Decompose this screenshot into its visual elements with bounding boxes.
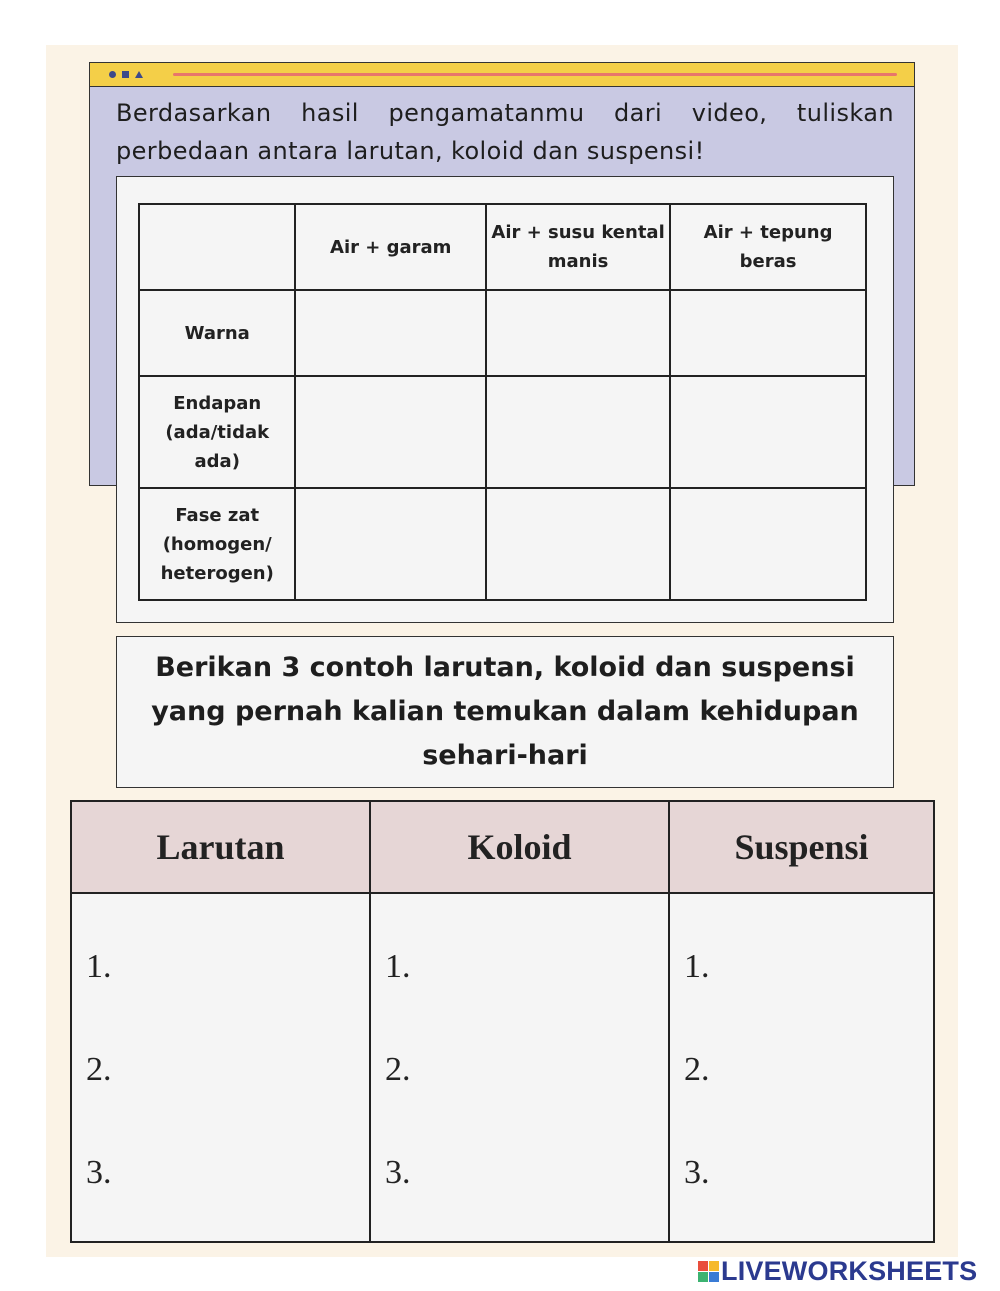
logo-square <box>709 1272 719 1282</box>
list-number: 3. <box>684 1154 710 1191</box>
column-header: Air + garam <box>295 204 486 290</box>
list-number: 1. <box>86 948 112 985</box>
corner-cell <box>139 204 295 290</box>
table-row <box>139 290 866 376</box>
answer-cell[interactable] <box>670 488 866 600</box>
list-number: 3. <box>86 1154 112 1191</box>
column-header: Air + susu kental manis <box>486 204 670 290</box>
table-row <box>139 376 866 488</box>
observation-table <box>138 203 867 601</box>
answer-cell[interactable] <box>295 290 486 376</box>
examples-table <box>70 800 935 1243</box>
list-number: 2. <box>385 1051 411 1088</box>
list-number: 2. <box>684 1051 710 1088</box>
column-header-suspensi: Suspensi <box>669 801 934 893</box>
list-number: 2. <box>86 1051 112 1088</box>
list-number: 1. <box>684 948 710 985</box>
list-number: 3. <box>385 1154 411 1191</box>
answer-cell[interactable] <box>486 376 670 488</box>
table-header-row <box>71 801 934 893</box>
liveworksheets-logo <box>698 1257 977 1285</box>
answer-cell[interactable] <box>295 488 486 600</box>
square-icon <box>122 71 129 78</box>
table-row <box>139 488 866 600</box>
triangle-icon <box>135 71 143 78</box>
window-title-bar <box>90 63 914 87</box>
table-header-row <box>139 204 866 290</box>
answer-cell[interactable] <box>486 290 670 376</box>
address-bar-line <box>173 73 897 76</box>
logo-icon <box>698 1261 719 1282</box>
instruction-text: Berdasarkan hasil pengamatanmu dari video, tuliskan perbedaan antara larutan, koloid dan suspensi! <box>116 99 894 165</box>
question-box <box>116 636 894 788</box>
answer-cell[interactable] <box>670 376 866 488</box>
larutan-answers[interactable] <box>71 893 370 1242</box>
answer-cell[interactable] <box>486 488 670 600</box>
row-header: Warna <box>139 290 295 376</box>
column-header: Air + tepung beras <box>670 204 866 290</box>
table-row <box>71 893 934 1242</box>
row-header: Endapan (ada/tidak ada) <box>139 376 295 488</box>
list-number: 1. <box>385 948 411 985</box>
koloid-answers[interactable] <box>370 893 669 1242</box>
answer-cell[interactable] <box>670 290 866 376</box>
logo-square <box>709 1261 719 1271</box>
logo-square <box>698 1261 708 1271</box>
brand-name: LIVEWORKSHEETS <box>721 1255 978 1286</box>
circle-icon <box>109 71 116 78</box>
row-header: Fase zat (homogen/ heterogen) <box>139 488 295 600</box>
question-text: Berikan 3 contoh larutan, koloid dan suspensi yang pernah kalian temukan dalam kehidupan sehari-hari <box>151 652 859 771</box>
suspensi-answers[interactable] <box>669 893 934 1242</box>
answer-cell[interactable] <box>295 376 486 488</box>
column-header-larutan: Larutan <box>71 801 370 893</box>
column-header-koloid: Koloid <box>370 801 669 893</box>
logo-square <box>698 1272 708 1282</box>
